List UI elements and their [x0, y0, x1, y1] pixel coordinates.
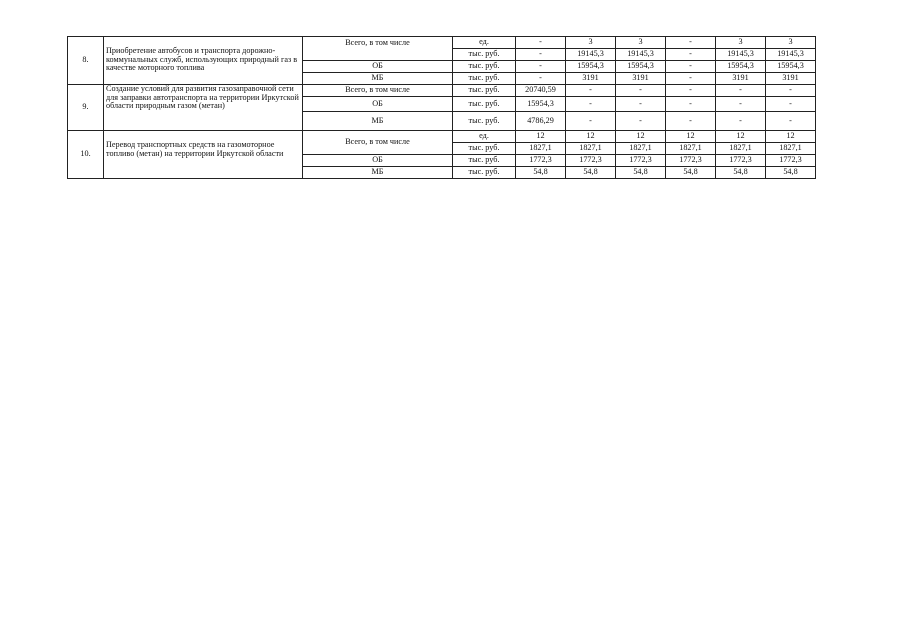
value-cell: - — [666, 97, 716, 112]
funding-source: Всего, в том числе — [303, 131, 453, 155]
program-financing-table — [67, 36, 816, 179]
row-number: 9. — [68, 85, 104, 131]
value-cell: 54,8 — [766, 167, 816, 179]
value-cell: - — [666, 61, 716, 73]
value-cell: - — [566, 97, 616, 112]
value-cell: 1827,1 — [516, 143, 566, 155]
value-cell: - — [766, 85, 816, 97]
value-cell: 3191 — [616, 73, 666, 85]
value-cell: 54,8 — [616, 167, 666, 179]
value-cell: 15954,3 — [716, 61, 766, 73]
value-cell: 3 — [616, 37, 666, 49]
value-cell: - — [716, 112, 766, 131]
value-cell: 19145,3 — [616, 49, 666, 61]
measure-name: Перевод транспортных средств на газомоторное топливо (метан) на территории Иркутской области — [104, 131, 303, 179]
value-cell: 1772,3 — [666, 155, 716, 167]
value-cell: 3 — [766, 37, 816, 49]
value-cell: 1772,3 — [766, 155, 816, 167]
unit-cell: ед. — [453, 37, 516, 49]
value-cell: 3191 — [766, 73, 816, 85]
value-cell: - — [716, 97, 766, 112]
value-cell: 15954,3 — [766, 61, 816, 73]
value-cell: - — [666, 73, 716, 85]
value-cell: - — [516, 49, 566, 61]
unit-cell: ед. — [453, 131, 516, 143]
value-cell: 19145,3 — [716, 49, 766, 61]
value-cell: 1772,3 — [516, 155, 566, 167]
value-cell: 1827,1 — [566, 143, 616, 155]
value-cell: - — [666, 49, 716, 61]
unit-cell: тыс. руб. — [453, 97, 516, 112]
value-cell: 1827,1 — [666, 143, 716, 155]
value-cell: 3 — [566, 37, 616, 49]
row-number: 10. — [68, 131, 104, 179]
value-cell: 1827,1 — [716, 143, 766, 155]
value-cell: 1772,3 — [716, 155, 766, 167]
row-number: 8. — [68, 37, 104, 85]
value-cell: 15954,3 — [516, 97, 566, 112]
value-cell: 1772,3 — [616, 155, 666, 167]
funding-source: Всего, в том числе — [303, 37, 453, 61]
measure-name: Создание условий для развития газозаправочной сети для заправки автотранспорта на территории Иркутской области природным газом (метан) — [104, 85, 303, 131]
table-row — [68, 85, 816, 97]
funding-source: Всего, в том числе — [303, 85, 453, 97]
value-cell: 54,8 — [566, 167, 616, 179]
value-cell: - — [766, 112, 816, 131]
measure-name: Приобретение автобусов и транспорта дорожно-коммунальных служб, использующих природный газ в качестве моторного топлива — [104, 37, 303, 85]
value-cell: 12 — [666, 131, 716, 143]
table-row — [68, 131, 816, 143]
value-cell: - — [666, 112, 716, 131]
value-cell: 4786,29 — [516, 112, 566, 131]
value-cell: - — [516, 73, 566, 85]
value-cell: 3191 — [566, 73, 616, 85]
value-cell: 20740,59 — [516, 85, 566, 97]
unit-cell: тыс. руб. — [453, 112, 516, 131]
value-cell: 3 — [716, 37, 766, 49]
unit-cell: тыс. руб. — [453, 85, 516, 97]
value-cell: - — [566, 112, 616, 131]
value-cell: - — [516, 61, 566, 73]
value-cell: - — [666, 37, 716, 49]
value-cell: 12 — [766, 131, 816, 143]
value-cell: 12 — [616, 131, 666, 143]
value-cell: 3191 — [716, 73, 766, 85]
funding-source: ОБ — [303, 61, 453, 73]
funding-source: МБ — [303, 112, 453, 131]
funding-source: МБ — [303, 167, 453, 179]
value-cell: 54,8 — [516, 167, 566, 179]
funding-source: ОБ — [303, 97, 453, 112]
value-cell: 1772,3 — [566, 155, 616, 167]
value-cell: - — [516, 37, 566, 49]
value-cell: 54,8 — [666, 167, 716, 179]
unit-cell: тыс. руб. — [453, 73, 516, 85]
unit-cell: тыс. руб. — [453, 143, 516, 155]
value-cell: 54,8 — [716, 167, 766, 179]
value-cell: - — [616, 97, 666, 112]
unit-cell: тыс. руб. — [453, 49, 516, 61]
value-cell: 1827,1 — [766, 143, 816, 155]
value-cell: 15954,3 — [566, 61, 616, 73]
value-cell: 19145,3 — [566, 49, 616, 61]
unit-cell: тыс. руб. — [453, 167, 516, 179]
value-cell: - — [666, 85, 716, 97]
unit-cell: тыс. руб. — [453, 61, 516, 73]
value-cell: - — [716, 85, 766, 97]
funding-source: ОБ — [303, 155, 453, 167]
table-row — [68, 37, 816, 49]
value-cell: 12 — [566, 131, 616, 143]
funding-source: МБ — [303, 73, 453, 85]
value-cell: 12 — [516, 131, 566, 143]
value-cell: - — [616, 85, 666, 97]
value-cell: - — [566, 85, 616, 97]
value-cell: - — [766, 97, 816, 112]
value-cell: 1827,1 — [616, 143, 666, 155]
value-cell: 19145,3 — [766, 49, 816, 61]
value-cell: 15954,3 — [616, 61, 666, 73]
value-cell: - — [616, 112, 666, 131]
unit-cell: тыс. руб. — [453, 155, 516, 167]
value-cell: 12 — [716, 131, 766, 143]
